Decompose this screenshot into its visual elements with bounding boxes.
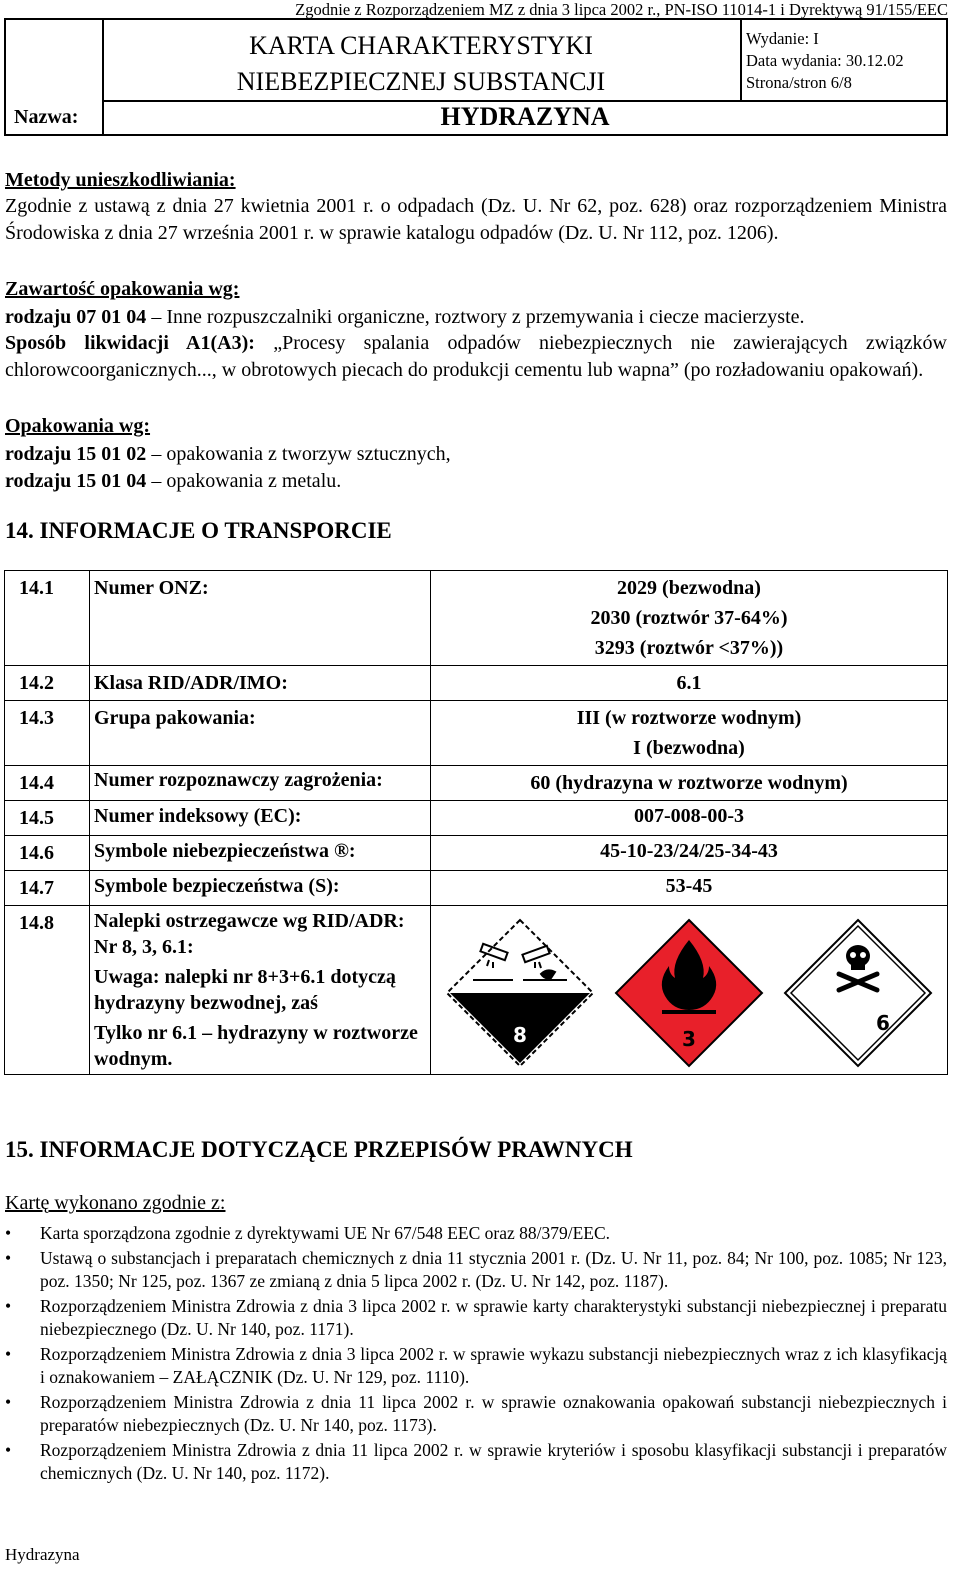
- disposal-heading: Metody unieszkodliwiania:: [5, 169, 236, 191]
- section-15-title: 15. INFORMACJE DOTYCZĄCE PRZEPISÓW PRAWNYCH: [5, 1137, 633, 1162]
- table-row: 14.2 Klasa RID/ADR/IMO: 6.1: [5, 666, 948, 701]
- hazard-labels: [435, 908, 943, 1068]
- table-row: 14.6 Symbole niebezpieczeństwa ®: 45-10-23/24/25-34-43: [5, 836, 948, 871]
- disposal-method: Sposób likwidacji A1(A3): „Procesy spalania odpadów niebezpiecznych nie zawierających związków chlorowcoorganicznych..., w obrotowych piecach do produkcji cementu lub wapna” (po rozładowaniu opakowań).: [5, 332, 947, 381]
- packaging-item: rodzaju 15 01 04 – opakowania z metalu.: [5, 470, 342, 492]
- disposal-text: Zgodnie z ustawą z dnia 27 kwietnia 2001 r. o odpadach (Dz. U. Nr 62, poz. 628) oraz rozporządzeniem Ministra Środowiska z dnia 27 września 2001 r. w sprawie katalogu odpadów (Dz. U. Nr 112, poz. 1206).: [5, 195, 947, 244]
- packaging-item: rodzaju 15 01 02 – opakowania z tworzyw sztucznych,: [5, 443, 451, 465]
- table-row: 14.1 Numer ONZ: 2029 (bezwodna) 2030 (roztwór 37-64%) 3293 (roztwór <37%)): [5, 571, 948, 666]
- corrosive-label-icon: [445, 918, 595, 1068]
- contents-line: rodzaju 07 01 04 – Inne rozpuszczalniki organiczne, roztwory z przemywania i ciecze macierzyste.: [5, 306, 805, 328]
- list-item: • Rozporządzeniem Ministra Zdrowia z dnia 3 lipca 2002 r. w sprawie wykazu substancji niebezpiecznych wraz z ich klasyfikacją i oznakowaniem – ZAŁĄCZNIK (Dz. U. Nr 129, poz. 1110).: [5, 1343, 947, 1390]
- flammable-label-number: 3: [682, 1027, 696, 1051]
- table-row: 14.8 Nalepki ostrzegawcze wg RID/ADR: Nr 8, 3, 6.1: Uwaga: nalepki nr 8+3+6.1 dotyczą hydrazyny bezwodnej, zaś Tylko nr 6.1 – hydrazyny w roztworze wodnym. 8 3 6: [5, 906, 948, 1075]
- table-row: 14.3 Grupa pakowania: III (w roztworze wodnym) I (bezwodna): [5, 701, 948, 766]
- page-number: Strona/stron 6/8: [746, 73, 852, 92]
- edition: Wydanie: I: [746, 29, 819, 48]
- name-label: Nazwa:: [14, 106, 79, 128]
- list-item: • Rozporządzeniem Ministra Zdrowia z dnia 11 lipca 2002 r. w sprawie kryteriów i sposobu klasyfikacji substancji i preparatów chemicznych (Dz. U. Nr 140, poz. 1172).: [5, 1439, 947, 1486]
- packaging-heading: Opakowania wg:: [5, 415, 151, 437]
- transport-table: [4, 570, 948, 1075]
- list-item: • Ustawą o substancjach i preparatach chemicznych z dnia 11 stycznia 2001 r. (Dz. U. Nr 11, poz. 84; Nr 100, poz. 1085; Nr 123, poz. 1350; Nr 125, poz. 1367 ze zmianą z dnia 5 lipca 2002 r. (Dz. U. Nr 142, poz. 1187).: [5, 1247, 947, 1294]
- issue-date: Data wydania: 30.12.02: [746, 51, 904, 70]
- legislation-list: [5, 1222, 947, 1487]
- list-item: • Rozporządzeniem Ministra Zdrowia z dnia 3 lipca 2002 r. w sprawie karty charakterystyki substancji niebezpiecznej i preparatu niebezpiecznego (Dz. U. Nr 140, poz. 1171).: [5, 1295, 947, 1342]
- list-item: • Karta sporządzona zgodnie z dyrektywami UE Nr 67/548 EEC oraz 88/379/EEC.: [5, 1222, 947, 1246]
- footer-label: Hydrazyna: [5, 1545, 80, 1564]
- toxic-label-number: 6: [876, 1011, 891, 1035]
- document-title: KARTA CHARAKTERYSTYKI NIEBEZPIECZNEJ SUBSTANCJI: [236, 31, 606, 96]
- regulation-note: Zgodnie z Rozporządzeniem MZ z dnia 3 lipca 2002 r., PN-ISO 11014-1 i Dyrektywą 91/155/EEC: [295, 0, 948, 19]
- document-meta: [746, 28, 904, 94]
- section-15-subheading: Kartę wykonano zgodnie z:: [5, 1192, 226, 1214]
- list-item: • Rozporządzeniem Ministra Zdrowia z dnia 11 lipca 2002 r. w sprawie oznakowania opakowań substancji niebezpiecznych i preparatów niebezpiecznych (Dz. U. Nr 140, poz. 1173).: [5, 1391, 947, 1438]
- toxic-label-icon: [783, 918, 933, 1068]
- table-row: 14.5 Numer indeksowy (EC): 007-008-00-3: [5, 801, 948, 836]
- flammable-label-icon: [614, 918, 764, 1068]
- contents-heading: Zawartość opakowania wg:: [5, 278, 240, 300]
- table-row: 14.7 Symbole bezpieczeństwa (S): 53-45: [5, 871, 948, 906]
- table-row: 14.4 Numer rozpoznawczy zagrożenia: 60 (hydrazyna w roztworze wodnym): [5, 766, 948, 801]
- section-14-title: 14. INFORMACJE O TRANSPORCIE: [5, 518, 392, 543]
- corrosive-label-number: 8: [512, 1023, 527, 1047]
- document-header: [4, 18, 948, 136]
- substance-name: HYDRAZYNA: [440, 102, 610, 131]
